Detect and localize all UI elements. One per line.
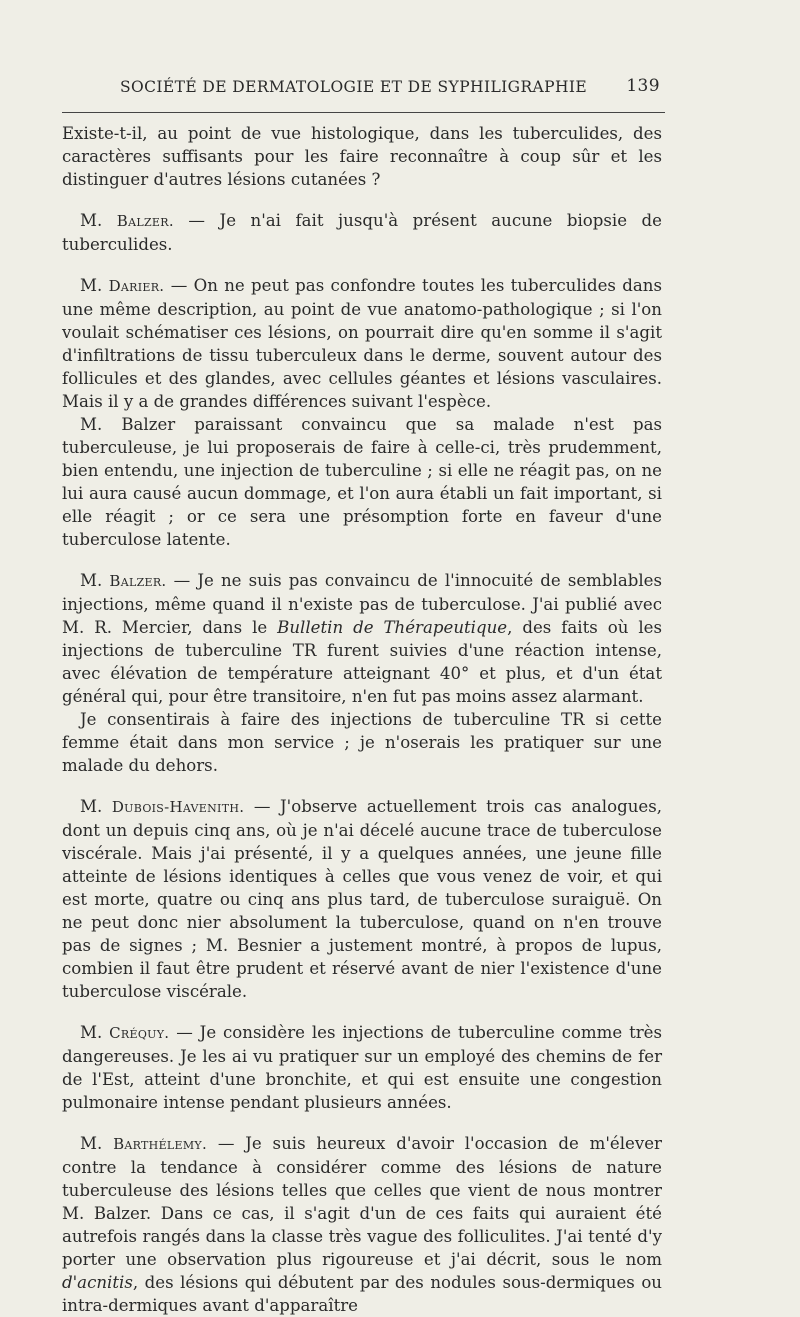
- speaker-name: Barthélemy.: [113, 1135, 208, 1153]
- running-header: [62, 74, 660, 104]
- paragraph-2: M. Balzer. — Je n'ai fait jusqu'à présent aucune biopsie de tuberculides.: [62, 211, 662, 254]
- speaker-name: Créquy.: [109, 1024, 170, 1042]
- paragraph-5: M. Balzer. — Je ne suis pas convaincu de l'innocuité de semblables injections, même quand il n'existe pas de tuberculose. J'ai publié avec M. R. Mercier, dans le Bulletin de Thérapeutique, des faits où les injections de tuberculine TR furent suivies d'une réaction intense, avec élévation de température atteignant 40° et plus, et d'un état général qui, pour être transitoire, n'en fut pas moins assez alarmant.: [62, 571, 663, 706]
- paragraph-7: M. Dubois-Havenith. — J'observe actuellement trois cas analogues, dont un depuis cinq ans, où je n'ai décelé aucune trace de tuberculose viscérale. Mais j'ai présenté, il y a quelques années, une jeune fille atteinte de lésions identiques à celles que vous venez de voir, et qui est morte, quatre ou cinq ans plus tard, de tuberculose suraiguë. On ne peut donc nier absolument la tuberculose, quand on n'en trouve pas de signes ; M. Besnier a justement montré, à propos de lupus, combien il faut être prudent et réservé avant de nier l'existence d'une tuberculose viscérale.: [62, 797, 663, 1001]
- term-italic: d'acnitis: [62, 1273, 133, 1292]
- paragraph-3: M. Darier. — On ne peut pas confondre toutes les tuberculides dans une même description, au point de vue anatomo-pathologique ; si l'on voulait schématiser ces lésions, on pourrait dire qu'en somme il s'agit d'infiltrations de tissu tuberculeux dans le derme, souvent autour des follicules et des glandes, avec cellules géantes et lésions vasculaires. Mais il y a de grandes différences suivant l'espèce.: [62, 276, 662, 411]
- page-number: 139: [626, 76, 660, 96]
- speaker-name: Dubois-Havenith.: [111, 798, 245, 816]
- speaker-name: Darier.: [108, 277, 165, 295]
- journal-title: Bulletin de Thérapeutique: [277, 618, 508, 637]
- header-title: SOCIÉTÉ DE DERMATOLOGIE ET DE SYPHILIGRAPHIE: [120, 78, 588, 96]
- speaker-name: Balzer.: [116, 212, 174, 230]
- paragraph-6: Je consentirais à faire des injections de tuberculine TR si cette femme était dans mon service ; je n'oserais les pratiquer sur une malade du dehors.: [62, 710, 662, 775]
- header-rule: [62, 112, 665, 113]
- speaker-name: Balzer.: [109, 572, 167, 590]
- paragraph-9: M. Barthélemy. — Je suis heureux d'avoir l'occasion de m'élever contre la tendance à considérer comme des lésions de nature tuberculeuse des lésions telles que celles que vient de nous montrer M. Balzer. Dans ce cas, il s'agit d'un de ces faits qui auraient été autrefois rangés dans la classe très vague des folliculites. J'ai tenté d'y porter une observation plus rigoureuse et j'ai décrit, sous le nom d'acnitis, des lésions qui débutent par des nodules sous-dermiques ou intra-dermiques avant d'apparaître: [62, 1134, 662, 1315]
- paragraph-8: M. Créquy. — Je considère les injections de tuberculine comme très dangereuses. Je les ai vu pratiquer sur un employé des chemins de fer de l'Est, atteint d'une bronchite, et qui est ensuite une congestion pulmonaire intense pendant plusieurs années.: [62, 1023, 663, 1112]
- paragraph-4: M. Balzer paraissant convaincu que sa malade n'est pas tuberculeuse, je lui proposerais de faire à celle-ci, très prudemment, bien entendu, une injection de tuberculine ; si elle ne réagit pas, on ne lui aura causé aucun dommage, et l'on aura établi un fait important, si elle réagit ; or ce sera une présomption forte en faveur d'une tuberculose latente.: [62, 415, 662, 549]
- body-text: [62, 122, 662, 1317]
- paragraph-1: Existe-t-il, au point de vue histologique, dans les tuberculides, des caractères suffisants pour les faire reconnaître à coup sûr et les distinguer d'autres lésions cutanées ?: [62, 124, 662, 189]
